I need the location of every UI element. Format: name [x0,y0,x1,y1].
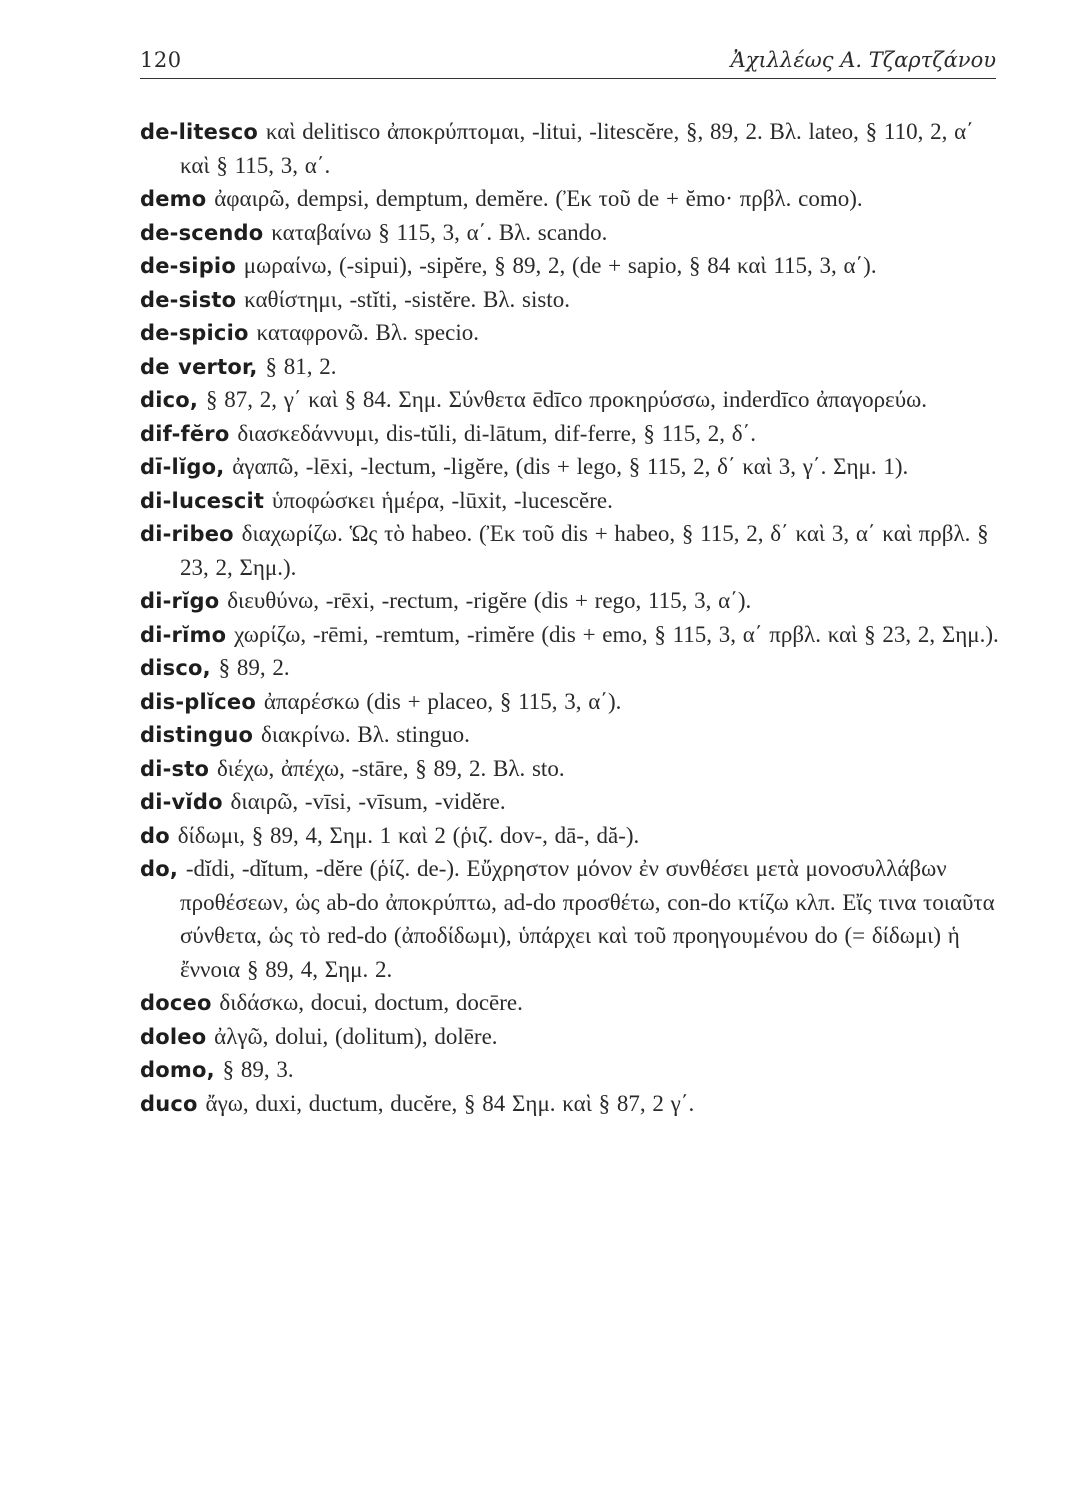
entry-lemma: di-lucescit [140,488,265,513]
dictionary-entry [140,217,1000,251]
dictionary-entry [140,1054,1000,1088]
dictionary-entry [140,719,1000,753]
entry-lemma: dis-plĭceo [140,689,256,714]
entry-lemma: de-litesco [140,120,259,144]
dictionary-entry [140,250,1000,284]
entry-text: καθίστημι, -stĭti, -sistĕre. Βλ. sisto. [244,286,570,312]
entry-lemma: domo, [140,1058,215,1082]
entry-text: -dĭdi, -dĭtum, -dĕre (ῥίζ. de-). Εὔχρηστον μόνον ἐν συνθέσει μετὰ μονοσυλλάβων προθέσεων, ὡς ab-do ἀποκρύπτω, ad-do προσθέτω, con-do κτίζω κλπ. Εἴς τινα τοιαῦτα σύνθετα, ὡς τὸ red-do (ἀποδίδωμι), ὑπάρχει καὶ τοῦ προηγουμένου do (= δίδωμι) ἡ ἔννοια § 89, 4, Σημ. 2. [180,856,995,982]
dictionary-entry [140,485,1000,519]
entry-text: χωρίζω, -rēmi, -remtum, -rimĕre (dis + emo, § 115, 3, α΄ πρβλ. καὶ § 23, 2, Σημ.). [234,621,999,647]
dictionary-entry [140,820,1000,854]
page-header [140,44,996,79]
dictionary-entry [140,384,1000,418]
entry-lemma: de-sipio [140,254,236,278]
entry-text: καταφρονῶ. Βλ. specio. [256,320,479,345]
entry-text: ἀλγῶ, dolui, (dolitum), dolēre. [214,1023,498,1049]
dictionary-entry [140,418,1000,452]
entry-text: § 81, 2. [265,353,337,379]
entry-text: ἀφαιρῶ, dempsi, demptum, demĕre. (Ἐκ τοῦ de + ĕmo· πρβλ. como). [214,186,863,211]
entry-lemma: distinguo [140,723,254,747]
dictionary-entry [140,1021,1000,1055]
entry-text: ἄγω, duxi, ductum, ducĕre, § 84 Σημ. καὶ § 87, 2 γ΄. [205,1090,695,1116]
running-head: Ἀχιλλέως Α. Τζαρτζάνου [730,48,996,72]
entry-lemma: duco [140,1091,198,1116]
entry-text: ἀγαπῶ, -lēxi, -lectum, -ligĕre, (dis + lego, § 115, 2, δ΄ καὶ 3, γ΄. Σημ. 1). [232,454,909,479]
dictionary-entry [140,652,1000,686]
entry-lemma: dī-lĭgo, [140,455,225,479]
entry-lemma: doceo [140,991,212,1015]
entry-lemma: di-vĭdo [140,790,223,814]
entry-text: μωραίνω, (-sipui), -sipĕre, § 89, 2, (de + sapio, § 84 καὶ 115, 3, α΄). [243,253,877,278]
entry-lemma: doleo [140,1024,207,1049]
entry-text: § 89, 2. [218,655,290,680]
entry-text: καταβαίνω § 115, 3, α΄. Βλ. scando. [271,219,608,245]
entry-lemma: de-sisto [140,287,237,312]
dictionary-entry [140,451,1000,485]
dictionary-entry [140,585,1000,619]
dictionary-entry [140,853,1000,987]
page-number: 120 [140,48,182,72]
entry-text: διδάσκω, docui, doctum, docēre. [219,990,523,1015]
entry-lemma: di-rĭgo [140,589,220,613]
entry-lemma: di-sto [140,756,210,781]
entry-lemma: di-rĭmo [140,622,227,647]
entry-lemma: disco, [140,656,211,680]
dictionary-entry [140,786,1000,820]
entry-text: διαιρῶ, -vīsi, -vīsum, -vidĕre. [230,789,506,814]
entry-text: διασκεδάννυμι, dis-tŭli, di-lātum, dif-ferre, § 115, 2, δ΄. [237,420,756,446]
entry-lemma: dif-fĕro [140,421,230,446]
entry-lemma: de vertor, [140,354,258,379]
entry-text: διακρίνω. Βλ. stinguo. [260,722,470,747]
dictionary-entry [140,116,1000,183]
entry-text: καὶ delitisco ἀποκρύπτομαι, -litui, -litescĕre, §, 89, 2. Βλ. lateo, § 110, 2, α΄ καὶ § 115, 3, α΄. [180,119,974,178]
entry-lemma: de-spicio [140,321,249,345]
dictionary-entry [140,686,1000,720]
entry-text: § 87, 2, γ΄ καὶ § 84. Σημ. Σύνθετα ēdīco προκηρύσσω, inderdīco ἀπαγορεύω. [205,387,927,412]
entry-text: ὑποφώσκει ἡμέρα, -lūxit, -lucescĕre. [272,487,613,513]
dictionary-entry [140,1088,1000,1122]
entry-lemma: de-scendo [140,220,264,245]
dictionary-entries [140,116,1000,1121]
entry-text: διέχω, ἀπέχω, -stāre, § 89, 2. Βλ. sto. [216,755,565,781]
entry-lemma: do [140,823,170,848]
entry-lemma: demo [140,187,207,211]
entry-text: διαχωρίζω. Ὡς τὸ habeo. (Ἐκ τοῦ dis + habeo, § 115, 2, δ΄ καὶ 3, α΄ καὶ πρβλ. § 23, 2, Σημ.). [180,521,989,580]
dictionary-entry [140,183,1000,217]
dictionary-entry [140,351,1000,385]
entry-text: § 89, 3. [222,1057,294,1082]
entry-text: ἀπαρέσκω (dis + placeo, § 115, 3, α΄). [263,688,622,714]
entry-text: διευθύνω, -rēxi, -rectum, -rigĕre (dis + rego, 115, 3, α΄). [227,588,752,613]
dictionary-entry [140,284,1000,318]
dictionary-entry [140,619,1000,653]
dictionary-entry [140,317,1000,351]
dictionary-entry [140,518,1000,585]
entry-lemma: do, [140,857,179,881]
dictionary-entry [140,753,1000,787]
entry-lemma: di-ribeo [140,522,234,546]
dictionary-entry [140,987,1000,1021]
entry-text: δίδωμι, § 89, 4, Σημ. 1 καὶ 2 (ῥιζ. dov-, dā-, dă-). [177,822,640,848]
entry-lemma: dico, [140,388,199,412]
